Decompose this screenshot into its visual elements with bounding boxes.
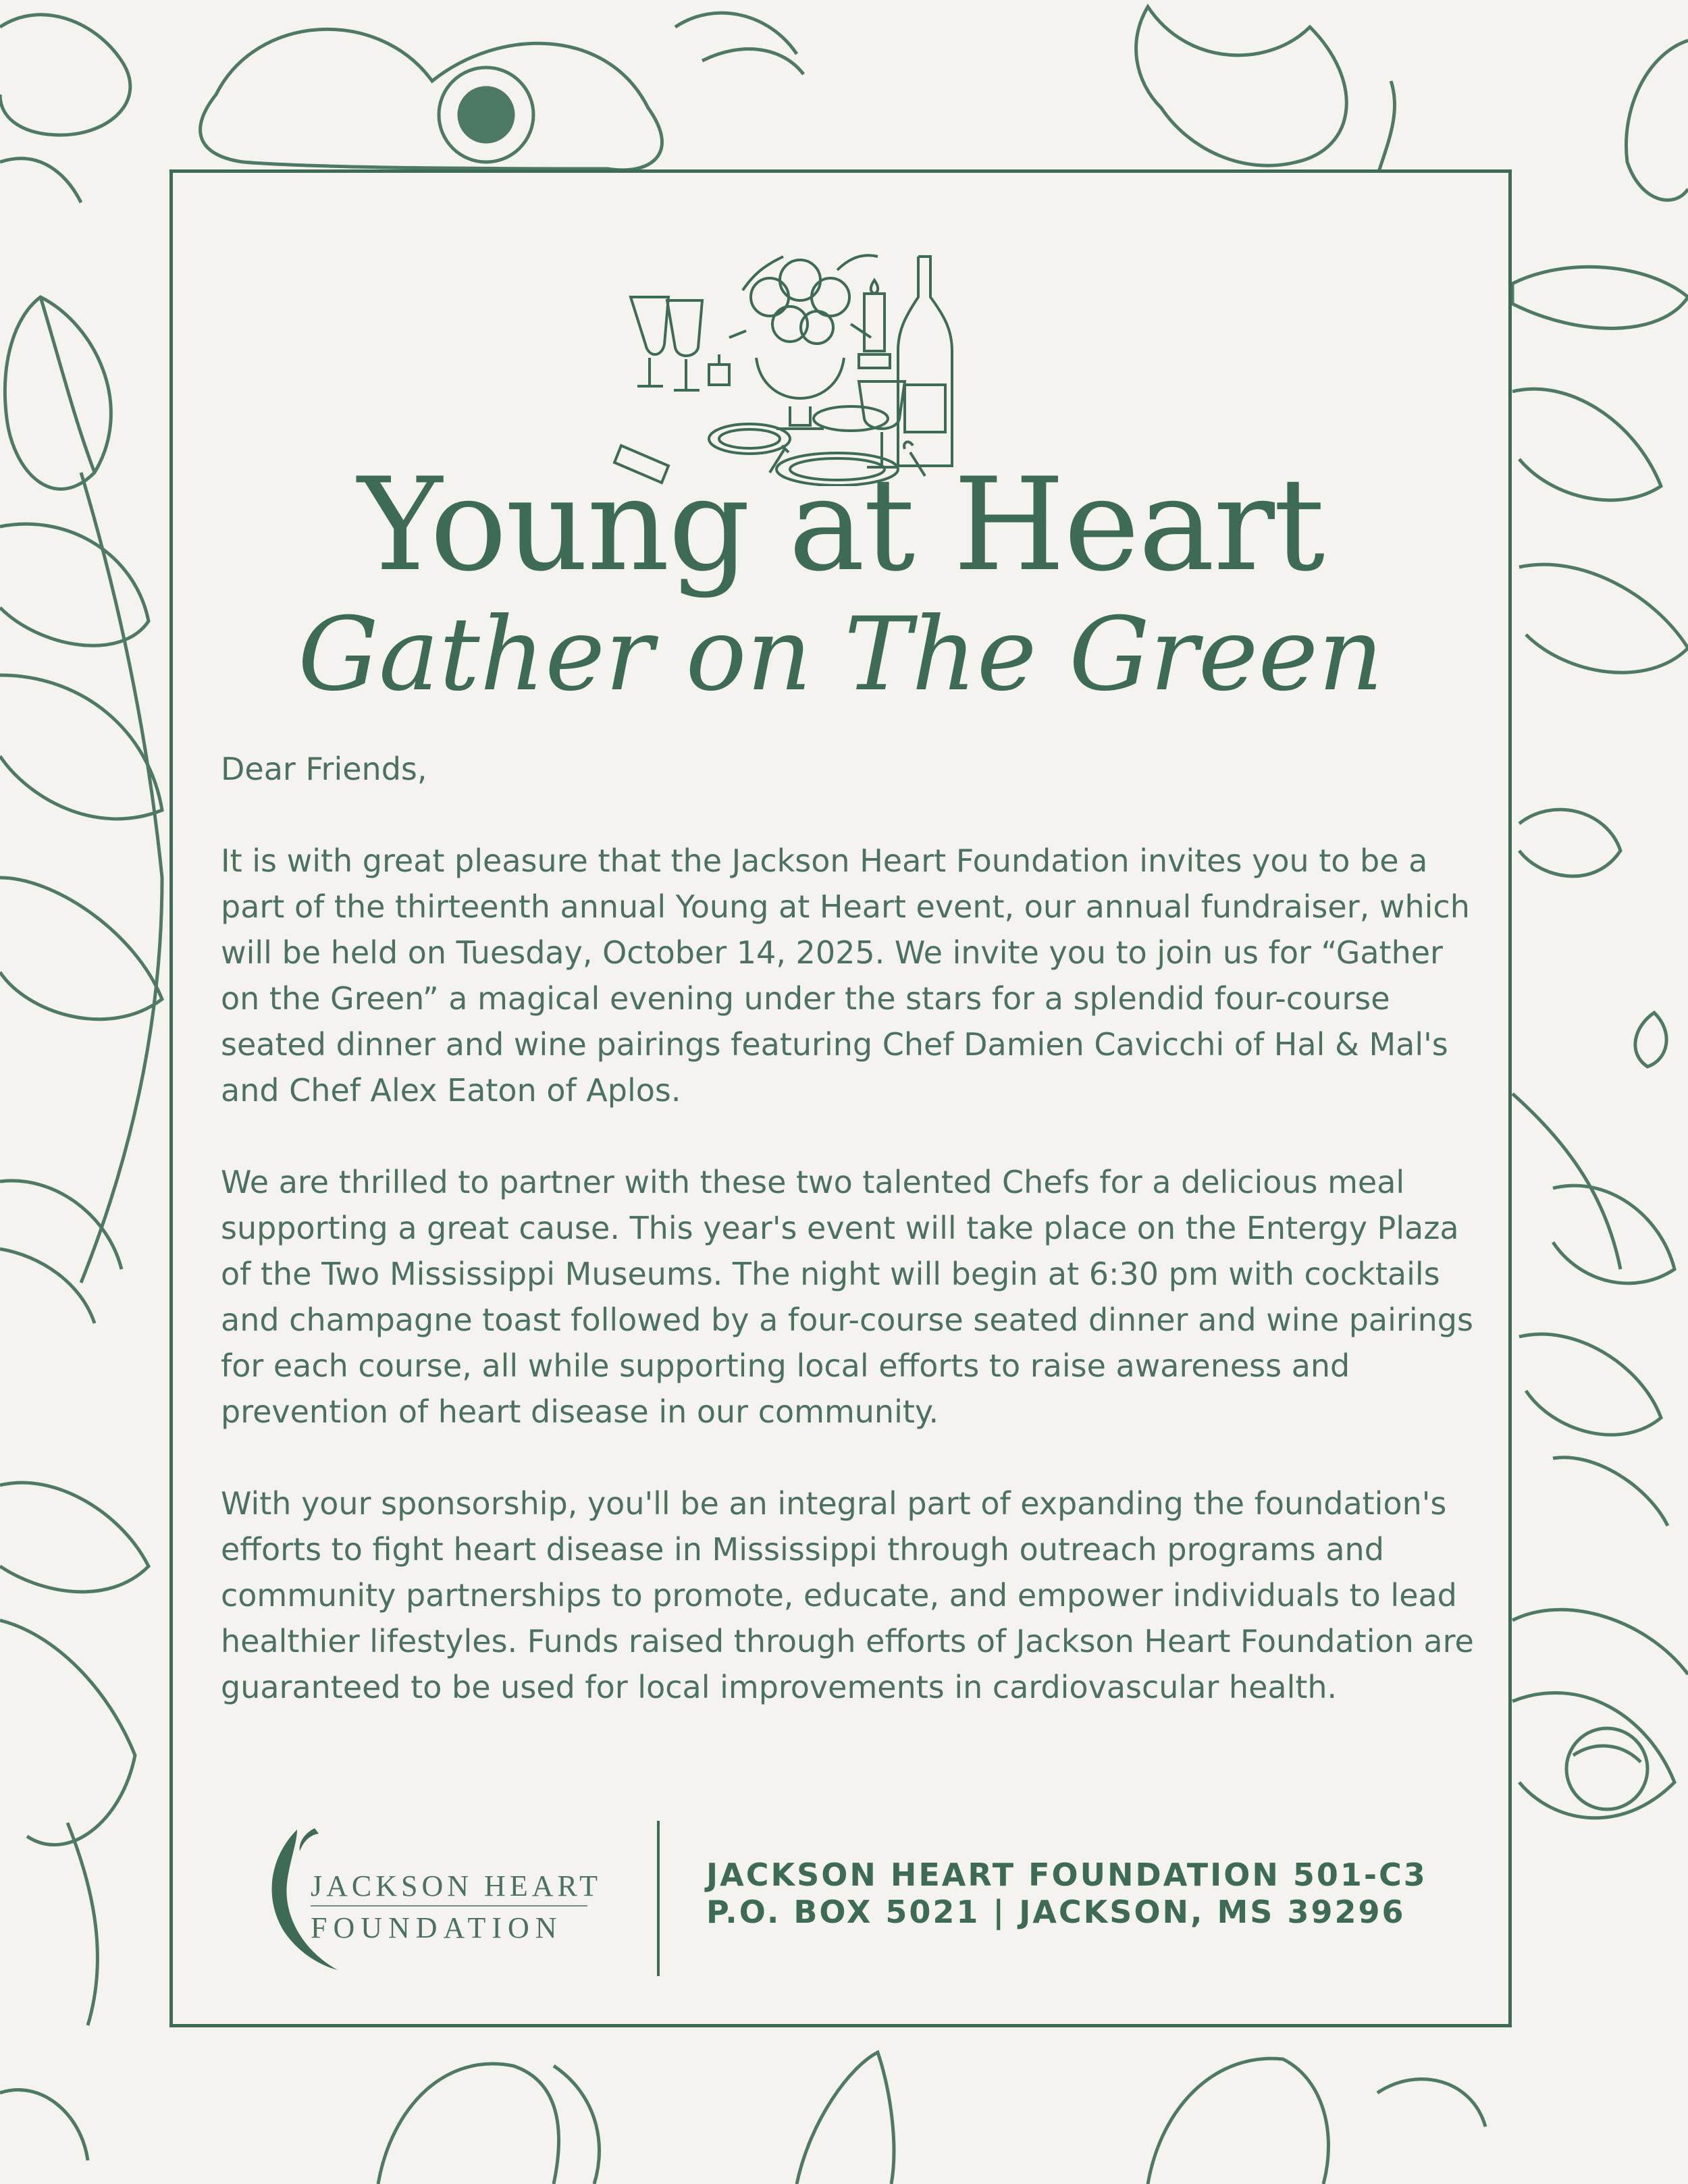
top-left-flower-illustration (0, 15, 130, 203)
top-flower-illustration (201, 13, 803, 170)
paragraph-sponsorship: With your sponsorship, you'll be an integral part of expanding the foundation's efforts to fight heart disease in Mississippi through outreach programs and community partnerships to promote, educate, and empower individuals to lead healthier lifestyles. Funds raised through efforts of Jackson Heart Foundation are guaranteed to be used for local improvements in cardiovascular health. (221, 1485, 1474, 1705)
address-line2: P.O. BOX 5021 | JACKSON, MS 39296 (706, 1894, 1406, 1930)
bottom-flowers-illustration (0, 2052, 1485, 2184)
event-title: Young at Heart (357, 450, 1324, 600)
table-setting-illustration (608, 216, 1080, 486)
logo-text-line2: FOUNDATION (311, 1911, 563, 1944)
logo-text-line1: JACKSON HEART (311, 1869, 602, 1902)
salutation: Dear Friends, (221, 751, 427, 787)
event-subtitle: Gather on The Green (298, 596, 1383, 714)
left-leaves-illustration (0, 297, 162, 2025)
logo-rule (311, 1905, 587, 1907)
paragraph-venue: We are thrilled to partner with these two talented Chefs for a delicious meal supporting a great cause. This year's event will take place on the Entergy Plaza of the Two Mississippi Museums. The night will begin at 6:30 pm with cocktails and champagne toast followed by a four-course seated dinner and wine pairings for each course, all while supporting local efforts to raise awareness and prevention of heart disease in our community. (221, 1164, 1473, 1430)
footer-address (706, 1857, 1427, 1931)
foundation-logo (257, 1816, 621, 1978)
letter-body (221, 746, 1477, 1756)
address-line1: JACKSON HEART FOUNDATION 501-C3 (706, 1857, 1427, 1893)
paragraph-invitation: It is with great pleasure that the Jackson Heart Foundation invites you to be a part of the thirteenth annual Young at Heart event, our annual fundraiser, which will be held on Tuesday, October 14, 2025. We invite you to join us for “Gather on the Green” a magical evening under the stars for a splendid four-course seated dinner and wine pairings featuring Chef Damien Cavicchi of Hal & Mal's and Chef Alex Eaton of Aplos. (221, 843, 1470, 1109)
right-leaves-illustration (1512, 41, 1688, 1818)
footer-divider (657, 1821, 660, 1976)
